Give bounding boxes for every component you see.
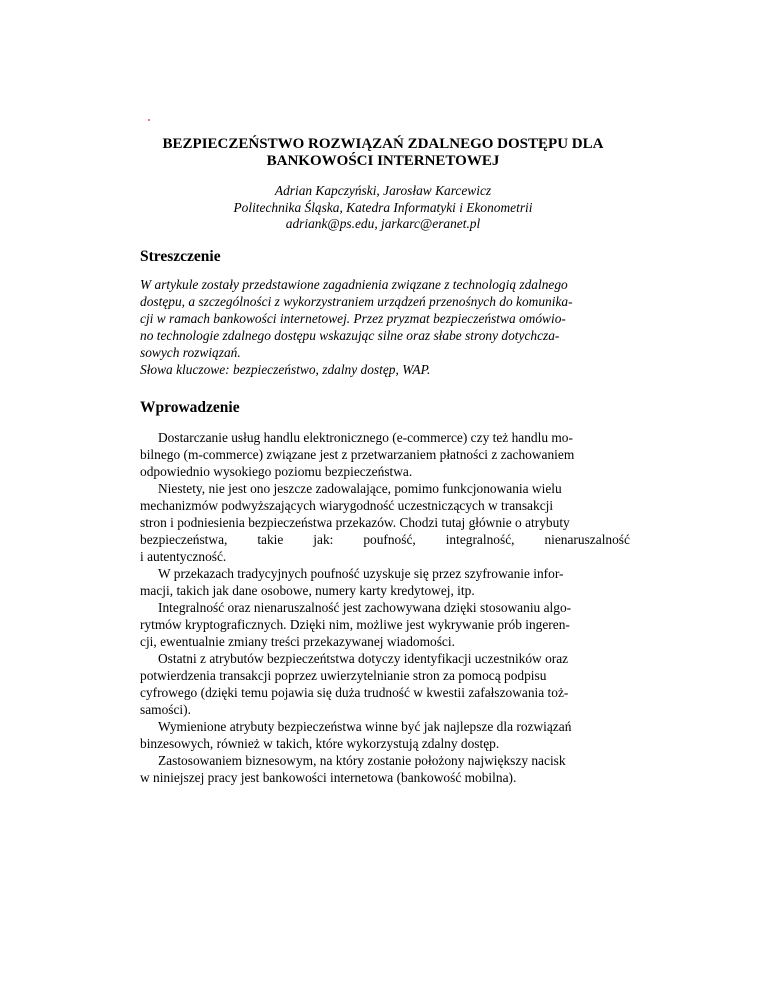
word: nienaruszalność (544, 532, 630, 547)
text-line: bilnego (m-commerce) związane jest z przetwarzaniem płatności z zachowaniem (140, 447, 575, 462)
paragraph (140, 718, 630, 752)
introduction-heading: Wprowadzenie (140, 399, 240, 416)
text-line: W przekazach tradycyjnych poufność uzyskuje się przez szyfrowanie infor- (158, 566, 564, 581)
paragraph (140, 650, 630, 718)
text-line: cji, ewentualnie zmiany treści przekazywanej wiadomości. (140, 634, 455, 649)
text-line: cyfrowego (dzięki temu pojawia się duża trudność w kwestii zafałszowania toż- (140, 685, 569, 700)
abstract-text (140, 276, 630, 378)
paragraph (140, 565, 630, 599)
word: jak: (313, 532, 334, 547)
text-line: rytmów kryptograficznych. Dzięki nim, możliwe jest wykrywanie prób ingeren- (140, 617, 570, 632)
word: takie (257, 532, 284, 547)
text-line: potwierdzenia transakcji poprzez uwierzytelnianie stron za pomocą podpisu (140, 668, 547, 683)
author-names: Adrian Kapczyński, Jarosław Karcewicz (274, 183, 492, 198)
title-line: BANKOWOŚCI INTERNETOWEJ (266, 153, 500, 169)
paragraph (140, 480, 630, 565)
author-block (140, 183, 626, 233)
text-line: Integralność oraz nienaruszalność jest zachowywana dzięki stosowaniu algo- (158, 600, 572, 615)
text-line: Zastosowaniem biznesowym, na który zostanie położony największy nacisk (158, 753, 566, 768)
text-line: macji, takich jak dane osobowe, numery karty kredytowej, itp. (140, 583, 475, 598)
word: integralność, (445, 532, 515, 547)
introduction-body (140, 429, 630, 786)
author-emails: adriank@ps.edu, jarkarc@eranet.pl (285, 216, 481, 231)
author-affiliation: Politechnika Śląska, Katedra Informatyki i Ekonometrii (233, 199, 533, 215)
abstract-heading: Streszczenie (140, 248, 221, 265)
text-line: mechanizmów podwyższających wiarygodność uczestniczących w transakcji (140, 498, 554, 513)
text-line (140, 531, 630, 548)
paragraph (140, 429, 630, 480)
text-line: binzesowych, również w takich, które wykorzystują zdalny dostęp. (140, 736, 500, 751)
abstract-line: cji w ramach bankowości internetowej. Przez pryzmat bezpieczeństwa omówio- (140, 311, 566, 326)
keywords-line: Słowa kluczowe: bezpieczeństwo, zdalny dostęp, WAP. (140, 362, 431, 377)
text-line: w niniejszej pracy jest bankowości internetowa (bankowość mobilna). (140, 770, 517, 785)
paper-title (140, 136, 626, 170)
word: bezpieczeństwa, (140, 532, 228, 547)
page-mark (148, 119, 150, 121)
text-line: Wymienione atrybuty bezpieczeństwa winne być jak najlepsze dla rozwiązań (158, 719, 572, 734)
text-line: stron i podniesienia bezpieczeństwa przekazów. Chodzi tutaj głównie o atrybuty (140, 515, 570, 530)
abstract-line: no technologie zdalnego dostępu wskazując silne oraz słabe strony dotychcza- (140, 328, 560, 343)
word: poufność, (363, 532, 416, 547)
text-line: i autentyczność. (140, 549, 227, 564)
text-line: Ostatni z atrybutów bezpieczeńtstwa dotyczy identyfikacji uczestników oraz (158, 651, 569, 666)
text-line: Dostarczanie usług handlu elektronicznego (e-commerce) czy też handlu mo- (158, 430, 573, 445)
text-line: Niestety, nie jest ono jeszcze zadowalające, pomimo funkcjonowania wielu (158, 481, 562, 496)
paragraph (140, 752, 630, 786)
abstract-line: W artykule zostały przedstawione zagadnienia związane z technologią zdalnego (140, 277, 568, 292)
title-line: BEZPIECZEŃSTWO ROZWIĄZAŃ ZDALNEGO DOSTĘPU DLA (162, 136, 604, 152)
paragraph (140, 599, 630, 650)
abstract-line: dostępu, a szczególności z wykorzystraniem urządzeń przenośnych do komunika- (140, 294, 573, 309)
abstract-line: sowych rozwiązań. (140, 345, 241, 360)
text-line: odpowiednio wysokiego poziomu bezpieczeństwa. (140, 464, 413, 479)
text-line: samości). (140, 702, 191, 717)
